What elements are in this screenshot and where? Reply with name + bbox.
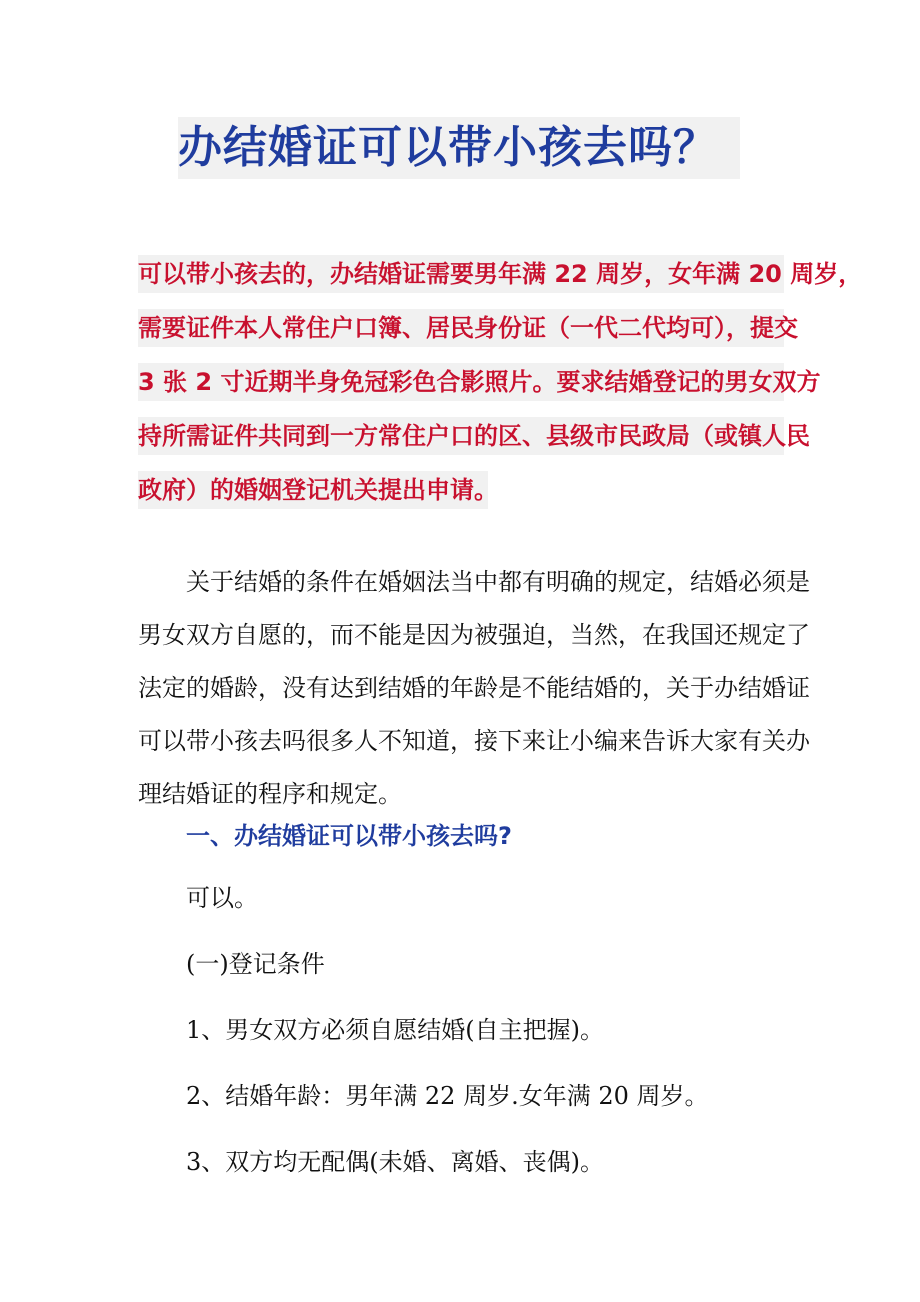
subsection-heading: (一)登记条件 [186,950,325,978]
title-highlight [178,117,740,179]
paragraph-line: 男女双方自愿的，而不能是因为被强迫，当然，在我国还规定了 [138,621,810,649]
section-heading: 一、办结婚证可以带小孩去吗? [186,822,512,850]
intro-paragraph [138,556,810,821]
answer-text: 可以。 [186,884,258,912]
summary-line: 可以带小孩去的，办结婚证需要男年满 22 周岁，女年满 20 周岁， [138,255,784,293]
summary-line: 3 张 2 寸近期半身免冠彩色合影照片。要求结婚登记的男女双方 [138,363,784,401]
page-title: 办结婚证可以带小孩去吗？ [178,122,718,173]
paragraph-line: 法定的婚龄，没有达到结婚的年龄是不能结婚的，关于办结婚证 [138,674,810,702]
summary-line: 政府）的婚姻登记机关提出申请。 [138,471,488,509]
summary-block [138,255,863,525]
paragraph-line: 可以带小孩去吗很多人不知道，接下来让小编来告诉大家有关办 [138,727,810,755]
list-item: 2、结婚年龄：男年满 22 周岁.女年满 20 周岁。 [186,1082,709,1110]
summary-line: 需要证件本人常住户口簿、居民身份证（一代二代均可），提交 [138,309,784,347]
paragraph-line: 理结婚证的程序和规定。 [138,780,402,808]
list-item: 3、双方均无配偶(未婚、离婚、丧偶)。 [186,1148,604,1176]
list-item: 1、男女双方必须自愿结婚(自主把握)。 [186,1016,604,1044]
paragraph-line: 关于结婚的条件在婚姻法当中都有明确的规定，结婚必须是 [186,568,810,596]
summary-line: 持所需证件共同到一方常住户口的区、县级市民政局（或镇人民 [138,417,784,455]
